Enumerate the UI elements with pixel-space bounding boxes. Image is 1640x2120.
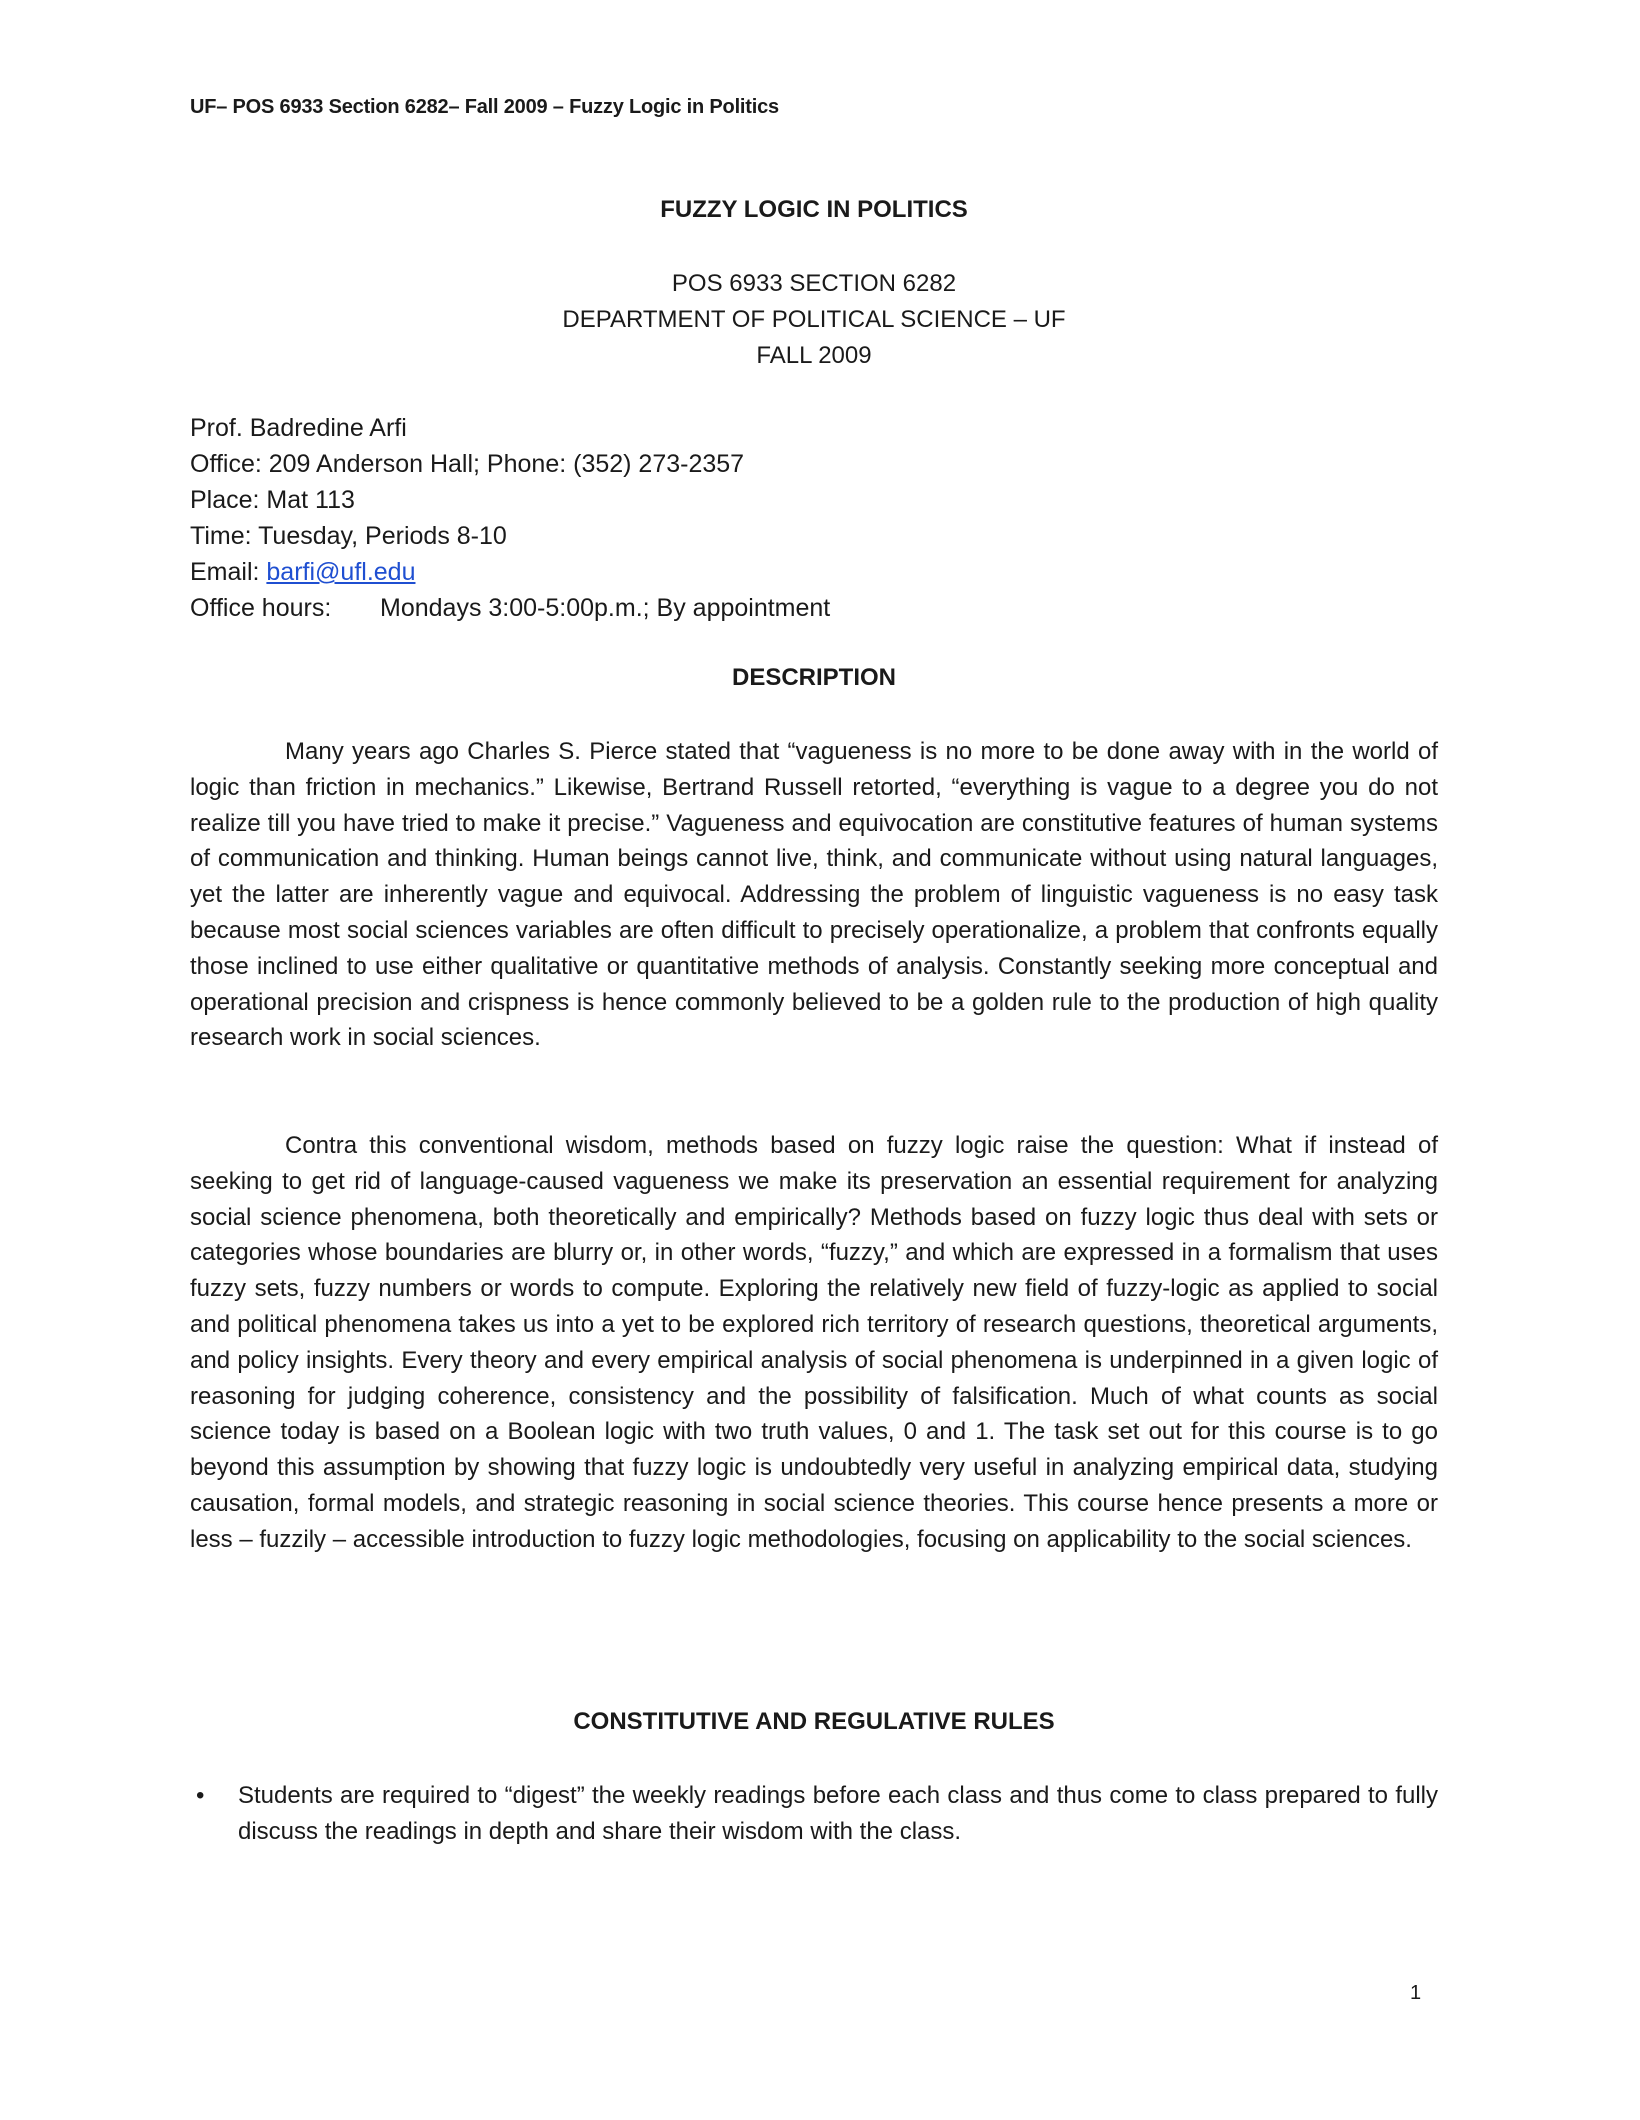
email-link[interactable]: barfi@ufl.edu: [266, 558, 416, 586]
page-number: 1: [1410, 1982, 1422, 2004]
office-hours-line: [190, 590, 830, 626]
running-header: UF– POS 6933 Section 6282– Fall 2009 – Fuzzy Logic in Politics: [190, 96, 779, 118]
course-title: FUZZY LOGIC IN POLITICS: [660, 196, 968, 223]
description-heading: DESCRIPTION: [731, 664, 896, 691]
department-line: DEPARTMENT OF POLITICAL SCIENCE – UF: [562, 306, 1066, 333]
office-hours-value: Mondays 3:00-5:00p.m.; By appointment: [380, 594, 831, 622]
term-line: FALL 2009: [756, 342, 872, 369]
instructor-name: Prof. Badredine Arfi: [190, 414, 407, 442]
place-line: Place: Mat 113: [190, 486, 355, 514]
rules-list-item: [190, 1778, 1438, 1850]
email-line: [190, 554, 415, 590]
time-line: Time: Tuesday, Periods 8-10: [190, 522, 507, 550]
rules-item-text: Students are required to “digest” the weekly readings before each class and thus come to class prepared to fully discuss the readings in depth and share their wisdom with the class.: [238, 1782, 1438, 1845]
office-hours-label: Office hours:: [190, 594, 332, 622]
description-paragraph-1: Many years ago Charles S. Pierce stated that “vagueness is no more to be done away with in the world of logic than friction in mechanics.” Likewise, Bertrand Russell retorted, “everything is vague to a degree you do not realize till you have tried to make it precise.” Vagueness and equivocation are constitutive features of human systems of communication and thinking. Human beings cannot live, think, and communicate without using natural languages, yet the latter are inherently vague and equivocal. Addressing the problem of linguistic vagueness is no easy task because most social sciences variables are often difficult to precisely operationalize, a problem that confronts equally those inclined to use either qualitative or quantitative methods of analysis. Constantly seeking more conceptual and operational precision and crispness is hence commonly believed to be a golden rule to the production of high quality research work in social sciences.: [190, 738, 1438, 1052]
course-number: POS 6933 SECTION 6282: [671, 270, 957, 297]
email-label: Email:: [190, 558, 267, 586]
rules-heading: CONSTITUTIVE AND REGULATIVE RULES: [573, 1708, 1055, 1735]
office-phone-line: Office: 209 Anderson Hall; Phone: (352) 273-2357: [190, 450, 745, 478]
description-paragraph-2: Contra this conventional wisdom, methods based on fuzzy logic raise the question: What if instead of seeking to get rid of language-caused vagueness we make its preservation an essential requirement for analyzing social science phenomena, both theoretically and empirically? Methods based on fuzzy logic thus deal with sets or categories whose boundaries are blurry or, in other words, “fuzzy,” and which are expressed in a formalism that uses fuzzy sets, fuzzy numbers or words to compute. Exploring the relatively new field of fuzzy-logic as applied to social and political phenomena takes us into a yet to be explored rich territory of research questions, theoretical arguments, and policy insights. Every theory and every empirical analysis of social phenomena is underpinned in a given logic of reasoning for judging coherence, consistency and the possibility of falsification. Much of what counts as social science today is based on a Boolean logic with two truth values, 0 and 1. The task set out for this course is to go beyond this assumption by showing that fuzzy logic is undoubtedly very useful in analyzing empirical data, studying causation, formal models, and strategic reasoning in social science theories. This course hence presents a more or less – fuzzily – accessible introduction to fuzzy logic methodologies, focusing on applicability to the social sciences.: [190, 1132, 1438, 1553]
bullet-icon: •: [196, 1782, 205, 1809]
